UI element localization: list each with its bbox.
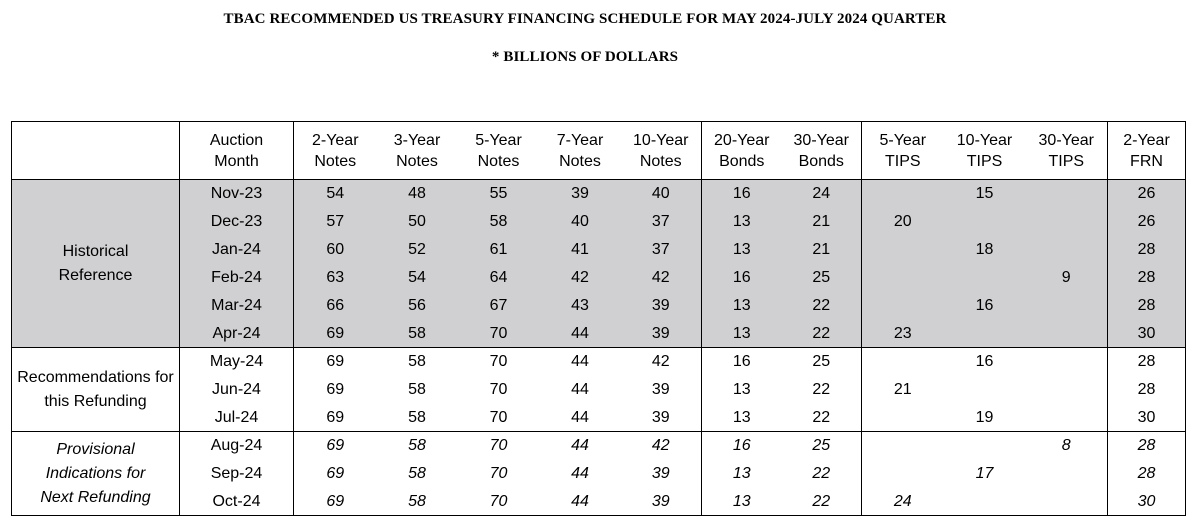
amount-cell: 28: [1108, 348, 1186, 376]
amount-cell: [1026, 488, 1108, 516]
amount-cell: 50: [377, 208, 458, 236]
amount-cell: 39: [621, 376, 702, 404]
amount-cell: 23: [862, 320, 944, 348]
amount-cell: 26: [1108, 180, 1186, 208]
header-10yr-notes: 10-Year Notes: [621, 122, 702, 180]
amount-cell: 44: [540, 488, 621, 516]
amount-cell: 70: [489, 381, 508, 398]
auction-month-cell: Feb-24: [180, 264, 294, 292]
amount-cell: 22: [782, 488, 862, 516]
amount-cell: 39: [621, 404, 702, 432]
amount-cell: 70: [458, 404, 540, 432]
amount-cell: 13: [702, 236, 782, 264]
amount-cell: 42: [621, 348, 702, 376]
header-2yr-notes: 2-Year Notes: [294, 122, 377, 180]
amount-cell: 41: [540, 236, 621, 264]
amount-cell: [944, 264, 1026, 292]
financing-schedule-table: [11, 121, 1186, 516]
amount-cell: 13: [702, 208, 782, 236]
amount-cell: 58: [377, 488, 458, 516]
amount-cell: [944, 488, 1026, 516]
header-7yr-notes: 7-Year Notes: [540, 122, 621, 180]
amount-cell: 20: [862, 208, 944, 236]
amount-cell: [862, 348, 944, 376]
amount-cell: 39: [540, 180, 621, 208]
amount-cell: 58: [408, 465, 426, 482]
table-row: [12, 404, 1186, 432]
amount-cell: 39: [621, 488, 702, 516]
amount-cell: 21: [893, 381, 912, 398]
amount-cell: [1026, 320, 1108, 348]
amount-cell: 52: [377, 236, 458, 264]
amount-cell: 64: [458, 264, 540, 292]
amount-cell: 54: [377, 264, 458, 292]
amount-cell: 70: [458, 488, 540, 516]
header-10yr-tips: 10-Year TIPS: [944, 122, 1026, 180]
table-row: [12, 348, 1186, 376]
table-row: [12, 432, 1186, 460]
amount-cell: 39: [621, 292, 702, 320]
header-30yr-tips: 30-Year TIPS: [1026, 122, 1108, 180]
amount-cell: 13: [732, 465, 751, 482]
amount-cell: [862, 264, 944, 292]
amount-cell: 58: [377, 320, 458, 348]
amount-cell: [1026, 292, 1108, 320]
amount-cell: 16: [944, 292, 1026, 320]
table-row: [12, 208, 1186, 236]
amount-cell: 24: [862, 488, 944, 516]
table-row: [12, 460, 1186, 488]
amount-cell: 30: [1108, 320, 1186, 348]
amount-cell: 8: [1026, 432, 1108, 460]
amount-cell: [862, 292, 944, 320]
amount-cell: 24: [782, 180, 862, 208]
document-title: TBAC RECOMMENDED US TREASURY FINANCING SCHEDULE FOR MAY 2024-JULY 2024 QUARTER: [223, 11, 947, 27]
auction-month-cell: Sep-24: [180, 460, 294, 488]
amount-cell: 30: [1108, 404, 1186, 432]
amount-cell: 16: [702, 348, 782, 376]
amount-cell: 42: [621, 432, 702, 460]
auction-month-cell: Nov-23: [180, 180, 294, 208]
amount-cell: 40: [621, 180, 702, 208]
amount-cell: [1026, 208, 1108, 236]
group-label-provisional-indications: Provisional Indications for Next Refunding: [12, 432, 180, 516]
table-row: [12, 236, 1186, 264]
amount-cell: [862, 432, 944, 460]
table-row: [12, 180, 1186, 208]
amount-cell: 18: [944, 236, 1026, 264]
auction-month-cell: Jan-24: [180, 236, 294, 264]
group-label-recommendations: Recommendations for this Refunding: [12, 348, 180, 432]
amount-cell: 40: [540, 208, 621, 236]
amount-cell: 25: [782, 264, 862, 292]
amount-cell: 66: [294, 292, 377, 320]
amount-cell: 44: [540, 348, 621, 376]
amount-cell: 22: [782, 376, 862, 404]
header-5yr-tips: 5-Year TIPS: [862, 122, 944, 180]
amount-cell: 22: [782, 460, 862, 488]
amount-cell: 39: [621, 320, 702, 348]
amount-cell: 17: [975, 465, 994, 482]
amount-cell: [862, 404, 944, 432]
amount-cell: 22: [782, 320, 862, 348]
amount-cell: 57: [294, 208, 377, 236]
amount-cell: 28: [1108, 292, 1186, 320]
amount-cell: 69: [326, 381, 345, 398]
amount-cell: 69: [294, 348, 377, 376]
amount-cell: 28: [1108, 460, 1186, 488]
amount-cell: 13: [702, 320, 782, 348]
amount-cell: 69: [294, 488, 377, 516]
amount-cell: 16: [702, 432, 782, 460]
header-3yr-notes: 3-Year Notes: [377, 122, 458, 180]
amount-cell: 58: [408, 381, 426, 398]
amount-cell: 16: [944, 348, 1026, 376]
header-auction-month: Auction Month: [180, 122, 294, 180]
amount-cell: 16: [702, 180, 782, 208]
amount-cell: 22: [782, 292, 862, 320]
amount-cell: 37: [621, 236, 702, 264]
header-30yr-bonds: 30-Year Bonds: [782, 122, 862, 180]
table-body: [12, 180, 1186, 516]
auction-month-cell: Apr-24: [180, 320, 294, 348]
document-subtitle: * BILLIONS OF DOLLARS: [491, 49, 679, 65]
amount-cell: 58: [377, 432, 458, 460]
group-label-historical-reference: Historical Reference: [12, 180, 180, 348]
amount-cell: 37: [621, 208, 702, 236]
amount-cell: 25: [782, 432, 862, 460]
amount-cell: 44: [540, 404, 621, 432]
amount-cell: [862, 236, 944, 264]
amount-cell: 42: [540, 264, 621, 292]
amount-cell: 9: [1026, 264, 1108, 292]
amount-cell: 70: [458, 320, 540, 348]
amount-cell: 21: [782, 208, 862, 236]
amount-cell: [944, 432, 1026, 460]
amount-cell: 61: [458, 236, 540, 264]
table-row: [12, 376, 1186, 404]
amount-cell: 19: [944, 404, 1026, 432]
amount-cell: 70: [458, 432, 540, 460]
amount-cell: 63: [294, 264, 377, 292]
amount-cell: 69: [326, 465, 345, 482]
amount-cell: 58: [377, 404, 458, 432]
amount-cell: 69: [294, 404, 377, 432]
amount-cell: 13: [702, 292, 782, 320]
amount-cell: 26: [1108, 208, 1186, 236]
auction-month-cell: Mar-24: [180, 292, 294, 320]
amount-cell: 28: [1108, 264, 1186, 292]
amount-cell: [1026, 460, 1108, 488]
amount-cell: 28: [1108, 432, 1186, 460]
amount-cell: [1026, 348, 1108, 376]
amount-cell: 43: [540, 292, 621, 320]
amount-cell: 44: [571, 381, 589, 398]
amount-cell: 21: [782, 236, 862, 264]
auction-month-cell: May-24: [180, 348, 294, 376]
amount-cell: [944, 320, 1026, 348]
amount-cell: 28: [1108, 236, 1186, 264]
auction-month-cell: Aug-24: [180, 432, 294, 460]
amount-cell: [1026, 236, 1108, 264]
amount-cell: [1026, 180, 1108, 208]
amount-cell: 70: [458, 348, 540, 376]
table-row: [12, 264, 1186, 292]
amount-cell: 42: [621, 264, 702, 292]
amount-cell: 13: [702, 488, 782, 516]
auction-month-cell: Jun-24: [180, 376, 294, 404]
auction-month-cell: Dec-23: [180, 208, 294, 236]
amount-cell: [1026, 376, 1108, 404]
table-row: [12, 488, 1186, 516]
amount-cell: 58: [458, 208, 540, 236]
amount-cell: 70: [489, 465, 508, 482]
amount-cell: 69: [294, 320, 377, 348]
amount-cell: 58: [377, 348, 458, 376]
amount-cell: [1026, 404, 1108, 432]
header-category-blank: [12, 122, 180, 180]
amount-cell: 44: [540, 432, 621, 460]
amount-cell: 44: [540, 320, 621, 348]
table-row: [12, 320, 1186, 348]
amount-cell: 56: [377, 292, 458, 320]
header-row: [12, 122, 1186, 180]
amount-cell: 13: [702, 404, 782, 432]
amount-cell: 54: [294, 180, 377, 208]
amount-cell: 67: [458, 292, 540, 320]
header-2yr-frn: 2-Year FRN: [1108, 122, 1186, 180]
amount-cell: 60: [294, 236, 377, 264]
amount-cell: 22: [782, 404, 862, 432]
amount-cell: 15: [944, 180, 1026, 208]
amount-cell: 48: [377, 180, 458, 208]
amount-cell: 44: [571, 465, 589, 482]
amount-cell: 25: [782, 348, 862, 376]
amount-cell: [944, 208, 1026, 236]
table-row: [12, 292, 1186, 320]
amount-cell: 13: [732, 381, 751, 398]
amount-cell: [862, 180, 944, 208]
auction-month-cell: Jul-24: [180, 404, 294, 432]
header-5yr-notes: 5-Year Notes: [458, 122, 540, 180]
amount-cell: 55: [458, 180, 540, 208]
amount-cell: 39: [621, 460, 702, 488]
header-20yr-bonds: 20-Year Bonds: [702, 122, 782, 180]
amount-cell: [944, 376, 1026, 404]
amount-cell: 69: [294, 432, 377, 460]
amount-cell: [862, 460, 944, 488]
auction-month-cell: Oct-24: [180, 488, 294, 516]
amount-cell: 28: [1108, 376, 1186, 404]
amount-cell: 16: [702, 264, 782, 292]
amount-cell: 30: [1108, 488, 1186, 516]
